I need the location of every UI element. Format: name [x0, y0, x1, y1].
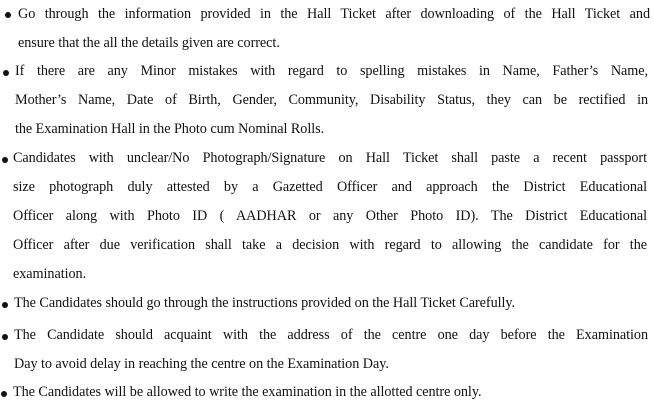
instruction-line: ensure that the all the details given are correct. — [18, 35, 280, 51]
bullet-icon — [3, 70, 9, 76]
instruction-line: Officer along with Photo ID ( AADHAR or any Other Photo ID). The District Educational — [13, 208, 647, 224]
instruction-line: If there are any Minor mistakes with regard to spelling mistakes in Name, Father’s Name, — [15, 63, 648, 79]
instruction-line: Officer after due verification shall take a decision with regard to allowing the candidate for the — [13, 237, 647, 253]
instruction-line: The Candidate should acquaint with the address of the centre one day before the Examination — [14, 327, 648, 343]
instruction-text-5 — [14, 321, 648, 379]
instruction-line: the Examination Hall in the Photo cum Nominal Rolls. — [15, 121, 325, 137]
instruction-line: size photograph duly attested by a Gazetted Officer and approach the District Educational — [13, 179, 647, 195]
bullet-icon — [2, 334, 8, 340]
bullet-icon — [2, 157, 8, 163]
bullet-icon — [1, 391, 7, 397]
instruction-text-2 — [15, 57, 648, 144]
instruction-line: Candidates with unclear/No Photograph/Signature on Hall Ticket shall paste a recent passport — [13, 150, 647, 166]
bullet-icon — [2, 302, 8, 308]
instruction-line: The Candidates should go through the instructions provided on the Hall Ticket Carefully. — [14, 295, 516, 311]
instruction-text-3 — [13, 144, 647, 289]
bullet-icon — [5, 12, 11, 18]
instruction-line: examination. — [13, 266, 87, 282]
instruction-text-4 — [14, 289, 648, 318]
instruction-line: Go through the information provided in the Hall Ticket after downloading of the Hall Ticket and — [18, 6, 650, 22]
instruction-line: Mother’s Name, Date of Birth, Gender, Community, Disability Status, they can be rectified in — [15, 92, 648, 108]
instruction-text-1 — [18, 0, 650, 58]
instruction-line: Day to avoid delay in reaching the centre on the Examination Day. — [14, 356, 389, 372]
instruction-line: The Candidates will be allowed to write the examination in the allotted centre only. — [13, 384, 482, 400]
